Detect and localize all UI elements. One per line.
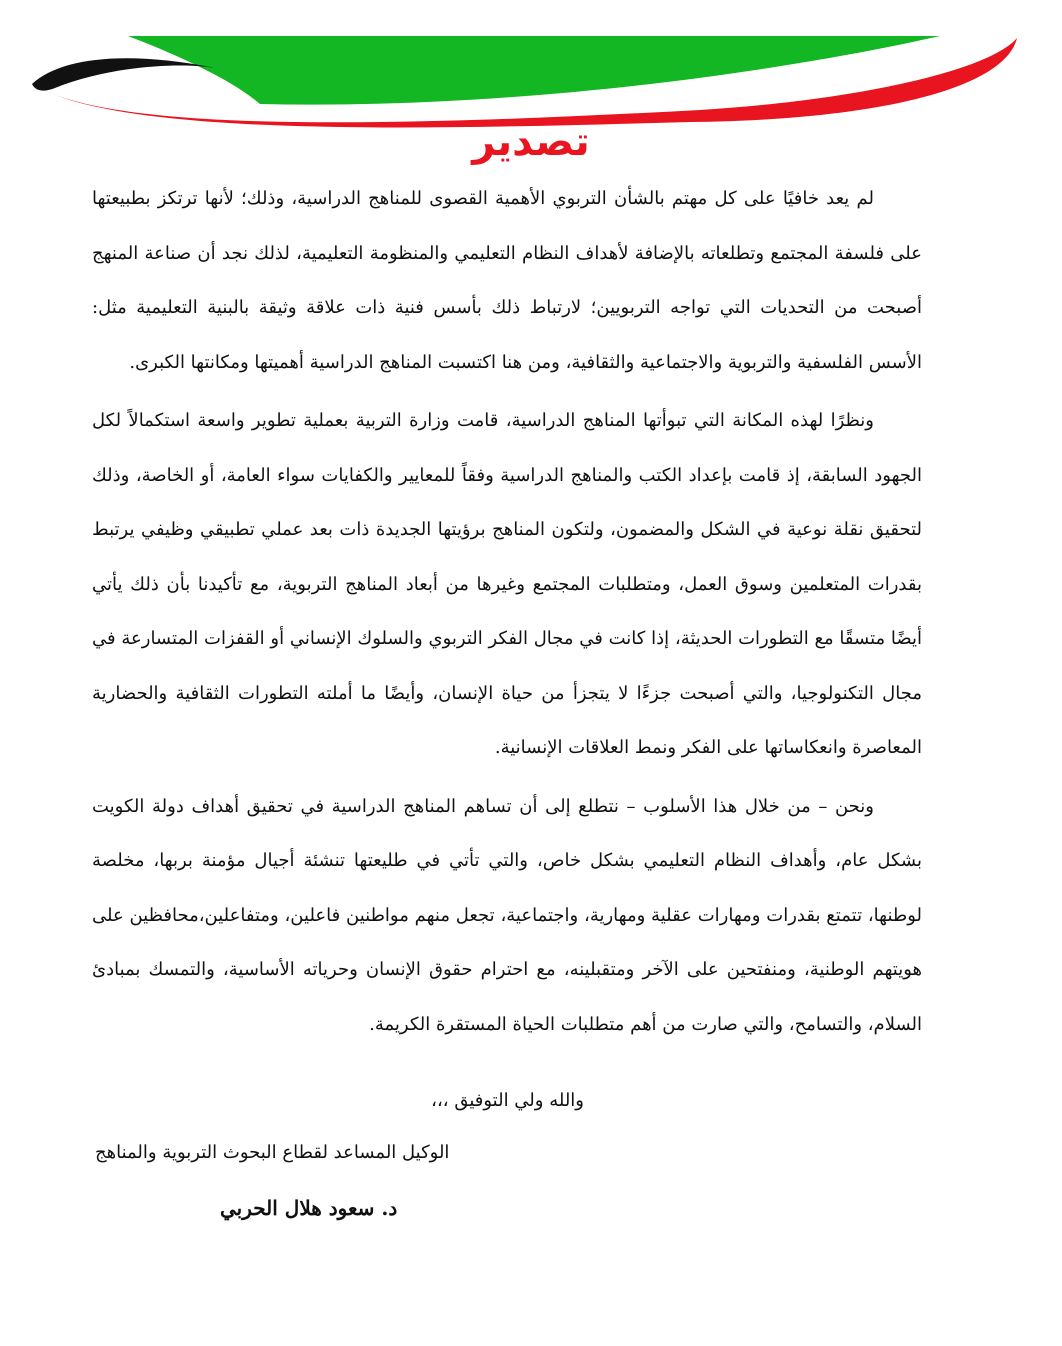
- document-body: [92, 172, 922, 1056]
- black-ribbon-stripe: [32, 58, 215, 90]
- green-ribbon-stripe: [128, 36, 940, 105]
- paragraph-2: ونظرًا لهذه المكانة التي تبوأتها المناهج الدراسية، قامت وزارة التربية بعملية تطوير واسعة استكمالاً لكل الجهود السابقة، إذ قامت بإعداد الكتب والمناهج الدراسية وفقاً للمعايير والكفايات سواء العامة، أو الخاصة، وذلك لتحقيق نقلة نوعية في الشكل والمضمون، ولتكون المناهج برؤيتها الجديدة ذات بعد عملي تطبيقي وظيفي يرتبط بقدرات المتعلمين وسوق العمل، ومتطلبات المجتمع وغيرها من أبعاد المناهج التربوية، مع تأكيدنا بأن ذلك يأتي أيضًا متسقًا مع التطورات الحديثة، إذا كانت في مجال الفكر التربوي والسلوك الإنساني أو القفزات المتسارعة في مجال التكنولوجيا، والتي أصبحت جزءًا لا يتجزأ من حياة الإنسان، وأيضًا ما أملته التطورات الثقافية والحضارية المعاصرة وانعكاساتها على الفكر ونمط العلاقات الإنسانية.: [92, 410, 922, 758]
- signer-title: الوكيل المساعد لقطاع البحوث التربوية والمناهج: [95, 1142, 450, 1163]
- decorative-ribbon-banner: [0, 0, 1062, 130]
- closing-blessing: والله ولي التوفيق ،،،: [431, 1090, 584, 1111]
- page-title: تصدير: [472, 119, 590, 165]
- paragraph-1: لم يعد خافيًا على كل مهتم بالشأن التربوي الأهمية القصوى للمناهج الدراسية، وذلك؛ لأنها ترتكز بطبيعتها على فلسفة المجتمع وتطلعاته بالإضافة لأهداف النظام التعليمي والمنظومة التعليمية، لذلك نجد أن صناعة المنهج أصبحت من التحديات التي تواجه التربويين؛ لارتباط ذلك بأسس فنية ذات علاقة وثيقة بالبنية التعليمية مثل: الأسس الفلسفية والتربوية والاجتماعية والثقافية، ومن هنا اكتسبت المناهج الدراسية أهميتها ومكانتها الكبرى.: [92, 188, 922, 373]
- paragraph-3: ونحن – من خلال هذا الأسلوب – نتطلع إلى أن تساهم المناهج الدراسية في تحقيق أهداف دولة الكويت بشكل عام، وأهداف النظام التعليمي بشكل خاص، والتي تأتي في طليعتها تنشئة أجيال مؤمنة بربها، مخلصة لوطنها، تتمتع بقدرات ومهارات عقلية ومهارية، واجتماعية، تجعل منهم مواطنين فاعلين، ومتفاعلين،محافظين على هويتهم الوطنية، ومنفتحين على الآخر ومتقبلينه، مع احترام حقوق الإنسان وحرياته الأساسية، والتمسك بمبادئ السلام، والتسامح، والتي صارت من أهم متطلبات الحياة المستقرة الكريمة.: [92, 795, 922, 1035]
- signer-name: د. سعود هلال الحربي: [220, 1196, 398, 1220]
